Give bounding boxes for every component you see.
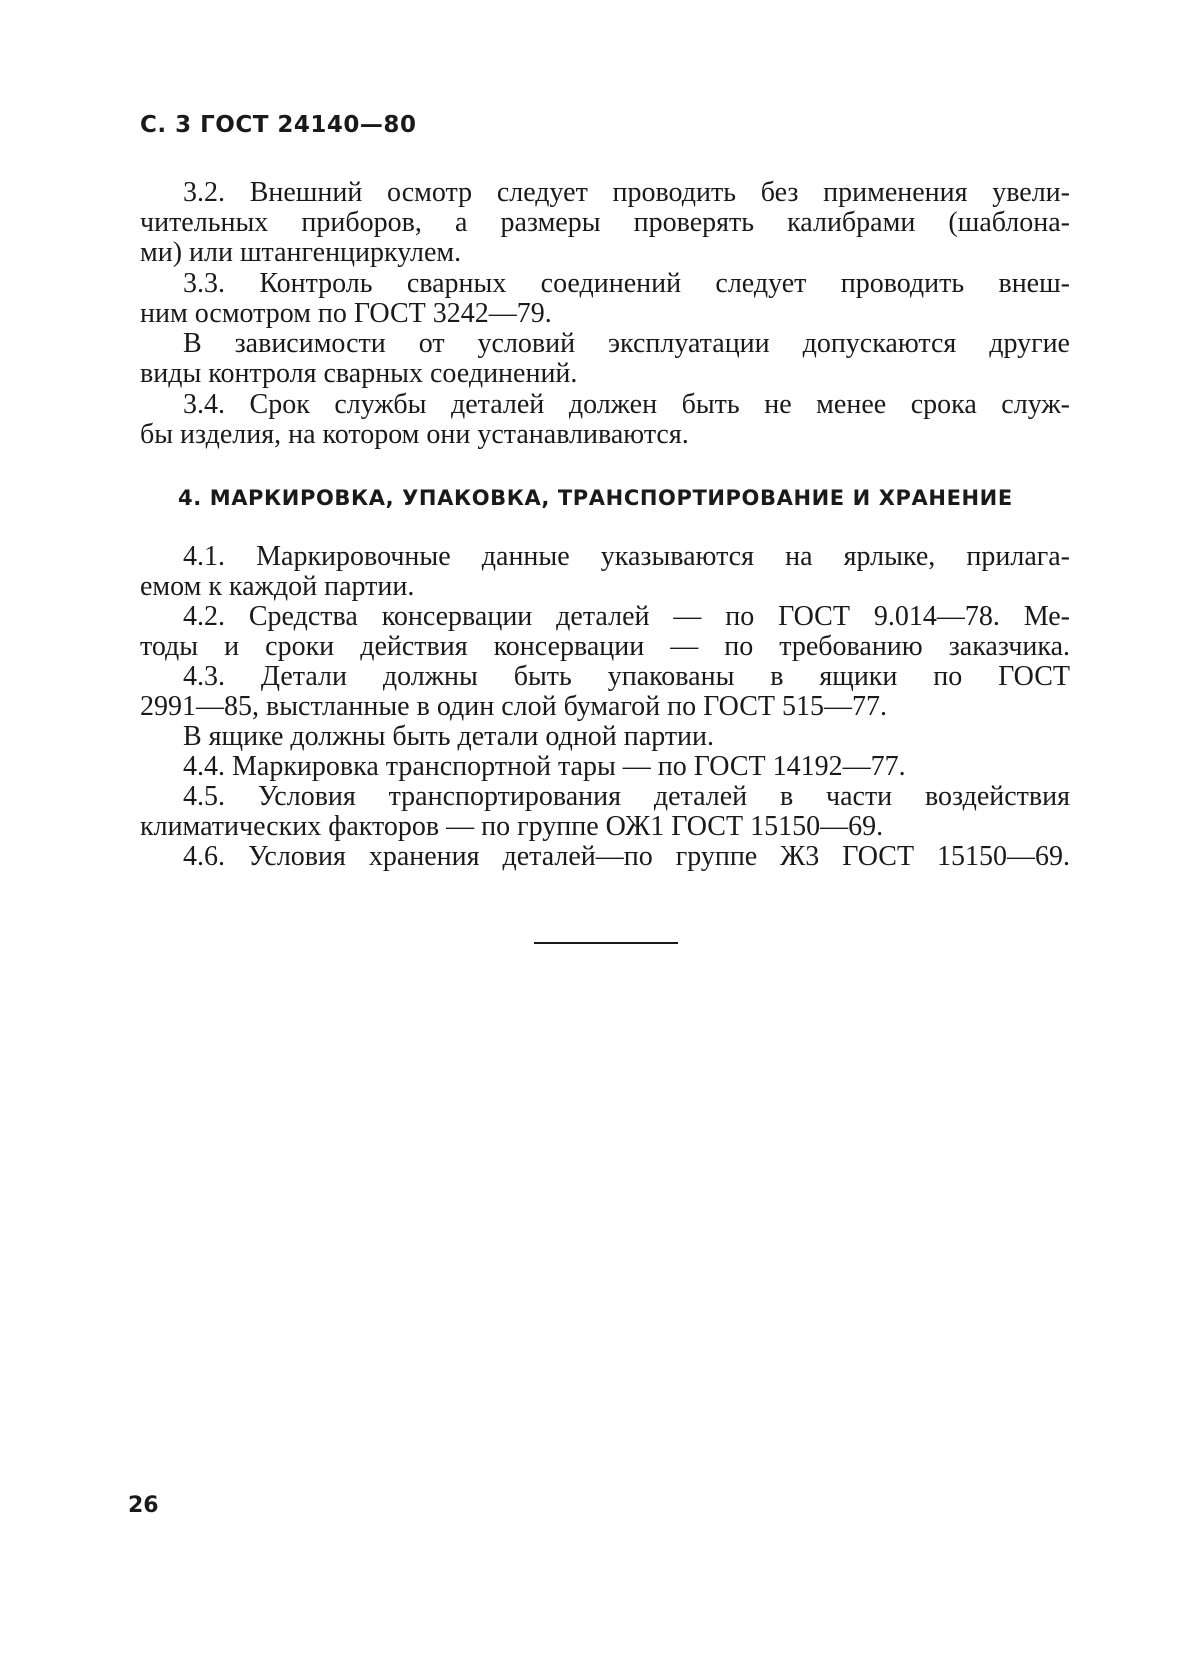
- text-line-4-2-a: 4.2. Средства консервации деталей — по ГОСТ 9.014—78. Ме-: [183, 601, 1070, 632]
- text-line-4-6: 4.6. Условия хранения деталей—по группе Ж3 ГОСТ 15150—69.: [183, 841, 1070, 872]
- text-line-4-3-c: В ящике должны быть детали одной партии.: [183, 721, 715, 752]
- text-line-4-1-b: емом к каждой партии.: [140, 571, 415, 602]
- text-line-4-3-b: 2991—85, выстланные в один слой бумагой по ГОСТ 515—77.: [140, 691, 887, 722]
- text-line-4-5-b: климатических факторов — по группе ОЖ1 ГОСТ 15150—69.: [140, 811, 884, 842]
- text-line-3-4-b: бы изделия, на котором они устанавливаются.: [140, 419, 689, 450]
- text-line-3-4-a: 3.4. Срок службы деталей должен быть не менее срока служ-: [183, 389, 1070, 420]
- text-line-4-5-a: 4.5. Условия транспортирования деталей в части воздействия: [183, 781, 1070, 812]
- text-line-4-2-b: тоды и сроки действия консервации — по требованию заказчика.: [140, 631, 1070, 662]
- text-line-4-1-a: 4.1. Маркировочные данные указываются на ярлыке, прилага-: [183, 541, 1070, 572]
- end-rule: [534, 942, 678, 944]
- page-number: 26: [128, 1493, 159, 1518]
- text-line-3-2-a: 3.2. Внешний осмотр следует проводить без применения увели-: [183, 177, 1070, 208]
- text-line-4-3-a: 4.3. Детали должны быть упакованы в ящики по ГОСТ: [183, 661, 1070, 692]
- text-line-3-3-d: виды контроля сварных соединений.: [140, 358, 578, 389]
- text-line-3-3-a: 3.3. Контроль сварных соединений следует проводить внеш-: [183, 268, 1070, 299]
- text-line-3-2-b: чительных приборов, а размеры проверять калибрами (шаблона-: [140, 207, 1070, 238]
- section-4-title: 4. МАРКИРОВКА, УПАКОВКА, ТРАНСПОРТИРОВАНИЕ И ХРАНЕНИЕ: [178, 486, 1013, 510]
- text-line-3-2-c: ми) или штангенциркулем.: [140, 237, 462, 268]
- page-header: С. 3 ГОСТ 24140—80: [140, 112, 417, 138]
- text-line-3-3-b: ним осмотром по ГОСТ 3242—79.: [140, 298, 552, 329]
- text-line-3-3-c: В зависимости от условий эксплуатации допускаются другие: [183, 328, 1070, 359]
- text-line-4-4: 4.4. Маркировка транспортной тары — по ГОСТ 14192—77.: [183, 751, 906, 782]
